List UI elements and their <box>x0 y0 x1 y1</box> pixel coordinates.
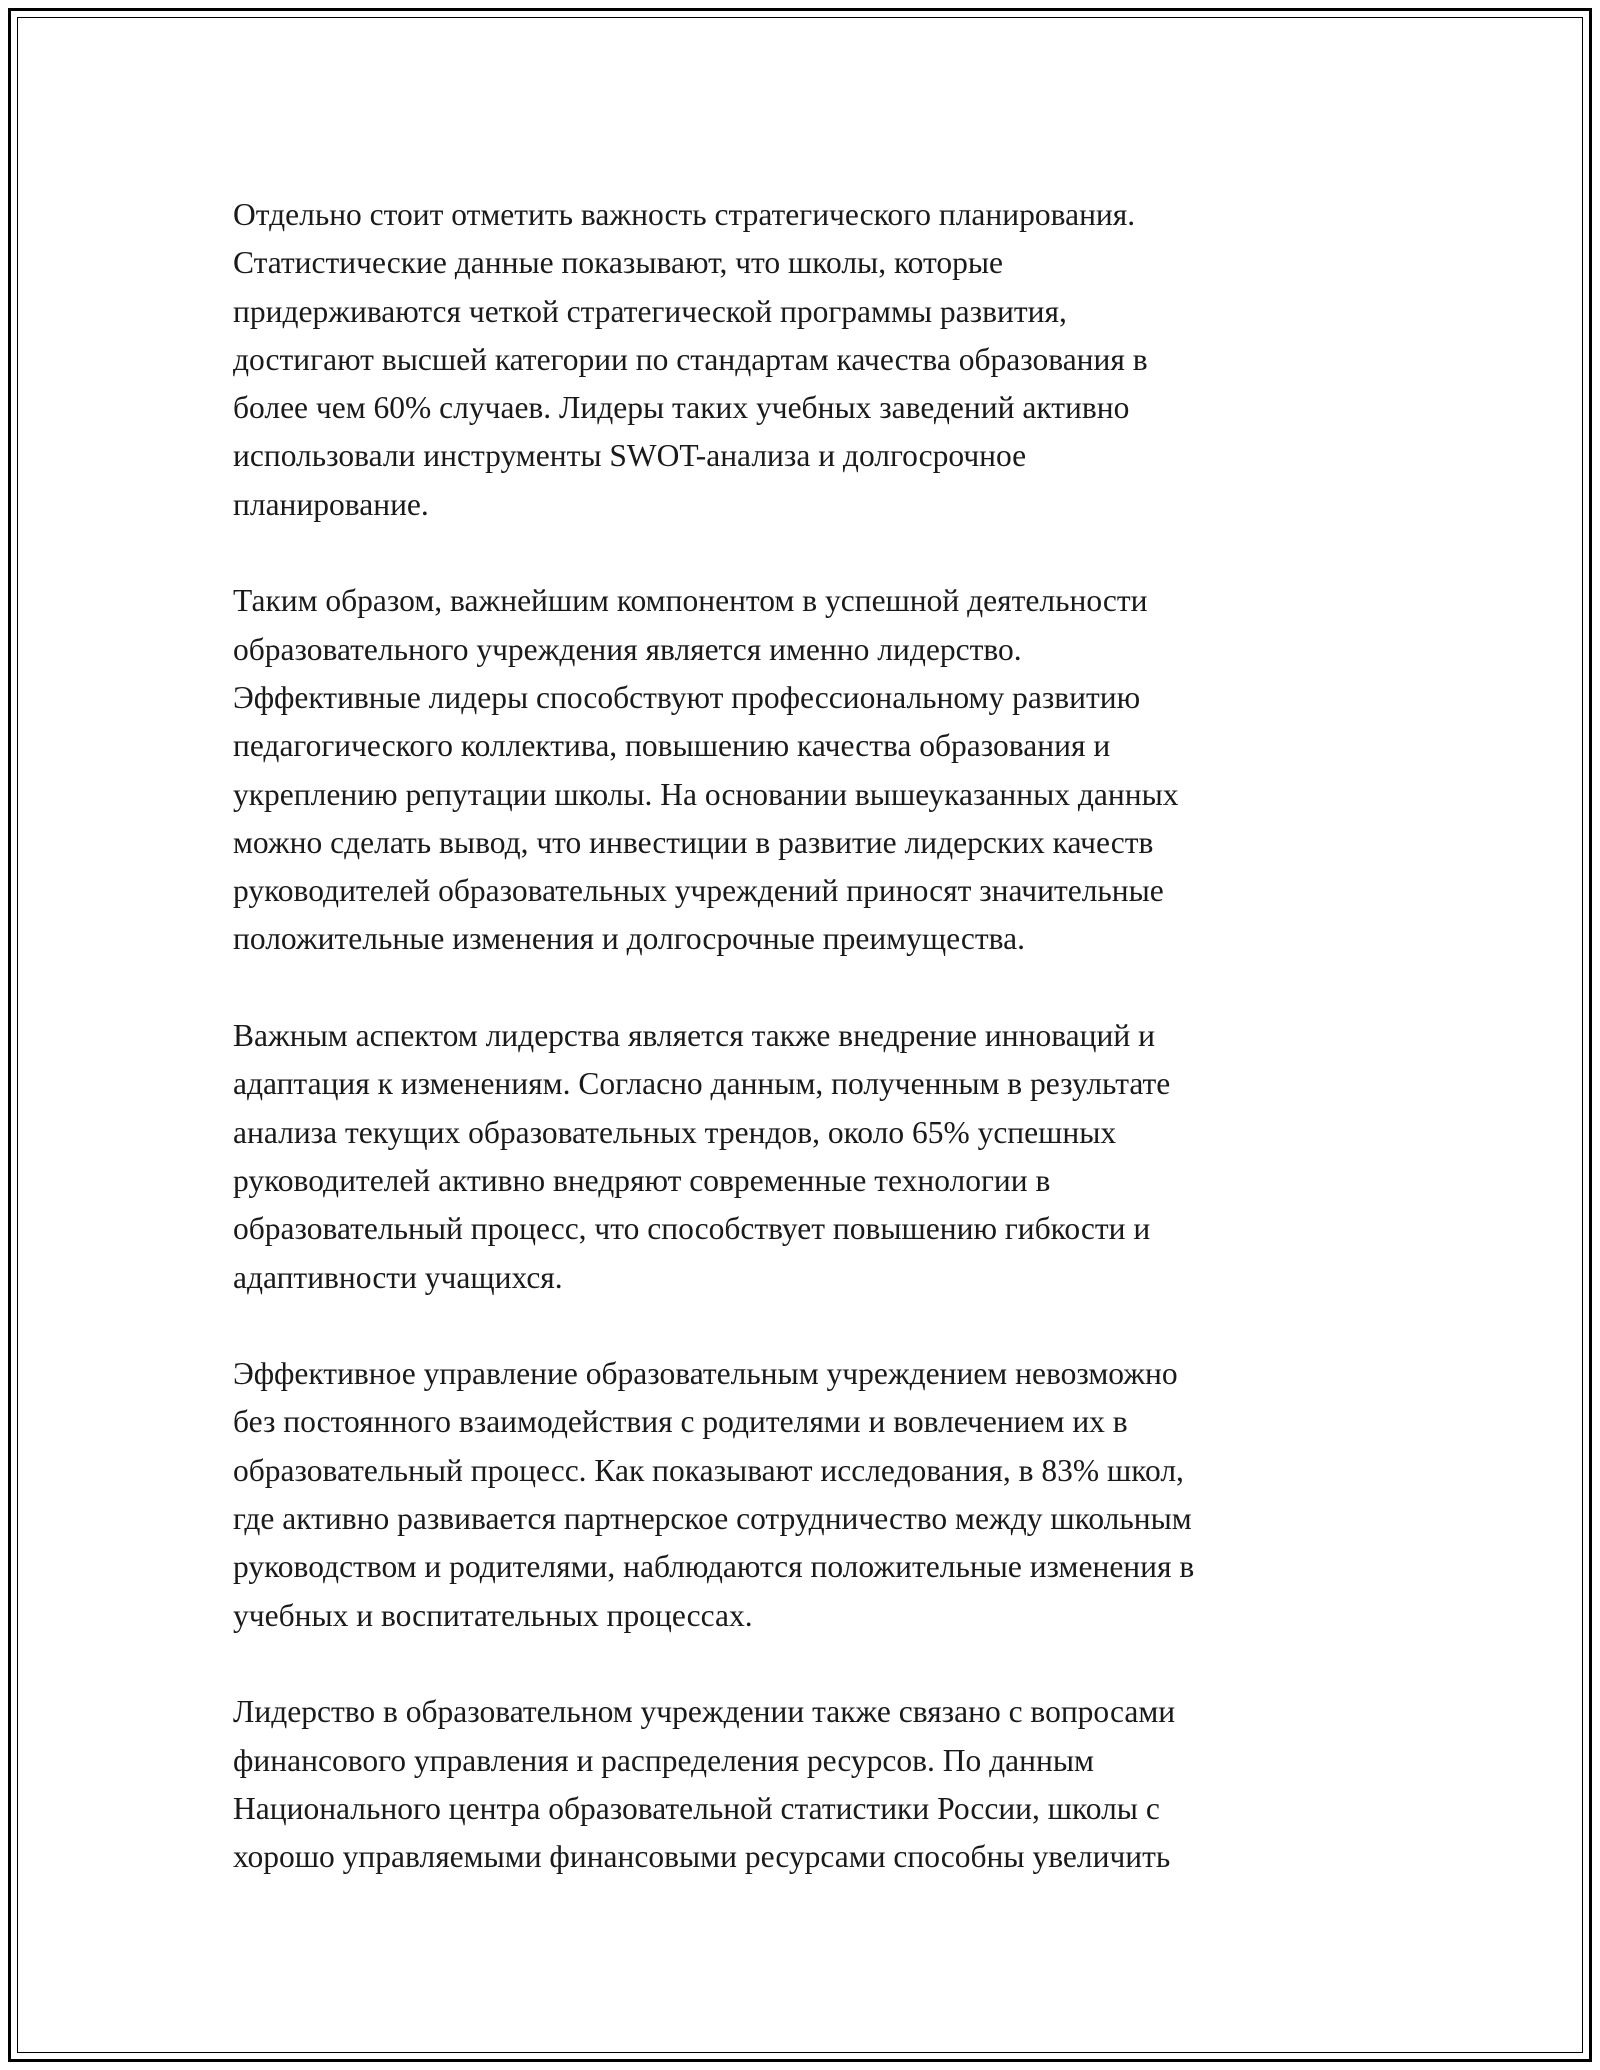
document-page <box>8 8 1592 2062</box>
text-line: достигают высшей категории по стандартам качества образования в <box>233 341 1148 377</box>
text-line: педагогического коллектива, повышению качества образования и <box>233 728 1111 764</box>
text-line: адаптивности учащихся. <box>233 1259 563 1295</box>
text-line: использовали инструменты SWOT-анализа и долгосрочное <box>233 438 1027 474</box>
document-body <box>233 191 1388 1930</box>
text-line: финансового управления и распределения ресурсов. По данным <box>233 1742 1094 1778</box>
text-line: образовательного учреждения является именно лидерство. <box>233 631 1022 667</box>
text-line: придерживаются четкой стратегической программы развития, <box>233 293 1067 329</box>
text-line: Статистические данные показывают, что школы, которые <box>233 245 1003 281</box>
text-line: более чем 60% случаев. Лидеры таких учебных заведений активно <box>233 390 1130 426</box>
text-line: руководителей активно внедряют современные технологии в <box>233 1162 1051 1198</box>
text-line: Национального центра образовательной статистики России, школы с <box>233 1790 1160 1826</box>
text-line: можно сделать вывод, что инвестиции в развитие лидерских качеств <box>233 824 1154 860</box>
text-line: руководством и родителями, наблюдаются положительные изменения в <box>233 1549 1195 1585</box>
text-line: укреплению репутации школы. На основании вышеуказанных данных <box>233 776 1179 812</box>
text-line: Важным аспектом лидерства является также внедрение инноваций и <box>233 1018 1155 1054</box>
paragraph <box>233 1688 1388 1881</box>
text-line: анализа текущих образовательных трендов, около 65% успешных <box>233 1114 1117 1150</box>
text-line: Отдельно стоит отметить важность стратегического планирования. <box>233 197 1136 232</box>
text-line: руководителей образовательных учреждений приносят значительные <box>233 873 1164 909</box>
text-line: адаптация к изменениям. Согласно данным, полученным в результате <box>233 1066 1171 1102</box>
text-line: образовательный процесс. Как показывают исследования, в 83% школ, <box>233 1452 1184 1488</box>
text-line: где активно развивается партнерское сотрудничество между школьным <box>233 1501 1192 1537</box>
text-line: Лидерство в образовательном учреждении также связано с вопросами <box>233 1694 1176 1730</box>
text-line: Таким образом, важнейшим компонентом в успешной деятельности <box>233 583 1148 619</box>
text-line: хорошо управляемыми финансовыми ресурсами способны увеличить <box>233 1839 1171 1875</box>
paragraph <box>233 1350 1388 1640</box>
text-line: Эффективное управление образовательным учреждением невозможно <box>233 1356 1178 1392</box>
text-line: Эффективные лидеры способствуют профессиональному развитию <box>233 679 1141 715</box>
paragraph <box>233 1012 1388 1302</box>
text-line: без постоянного взаимодействия с родителями и вовлечением их в <box>233 1404 1128 1440</box>
paragraph <box>233 191 1388 529</box>
text-line: планирование. <box>233 486 429 522</box>
text-line: положительные изменения и долгосрочные преимущества. <box>233 921 1025 957</box>
paragraph <box>233 577 1388 963</box>
text-line: образовательный процесс, что способствует повышению гибкости и <box>233 1211 1151 1247</box>
text-line: учебных и воспитательных процессах. <box>233 1597 753 1633</box>
